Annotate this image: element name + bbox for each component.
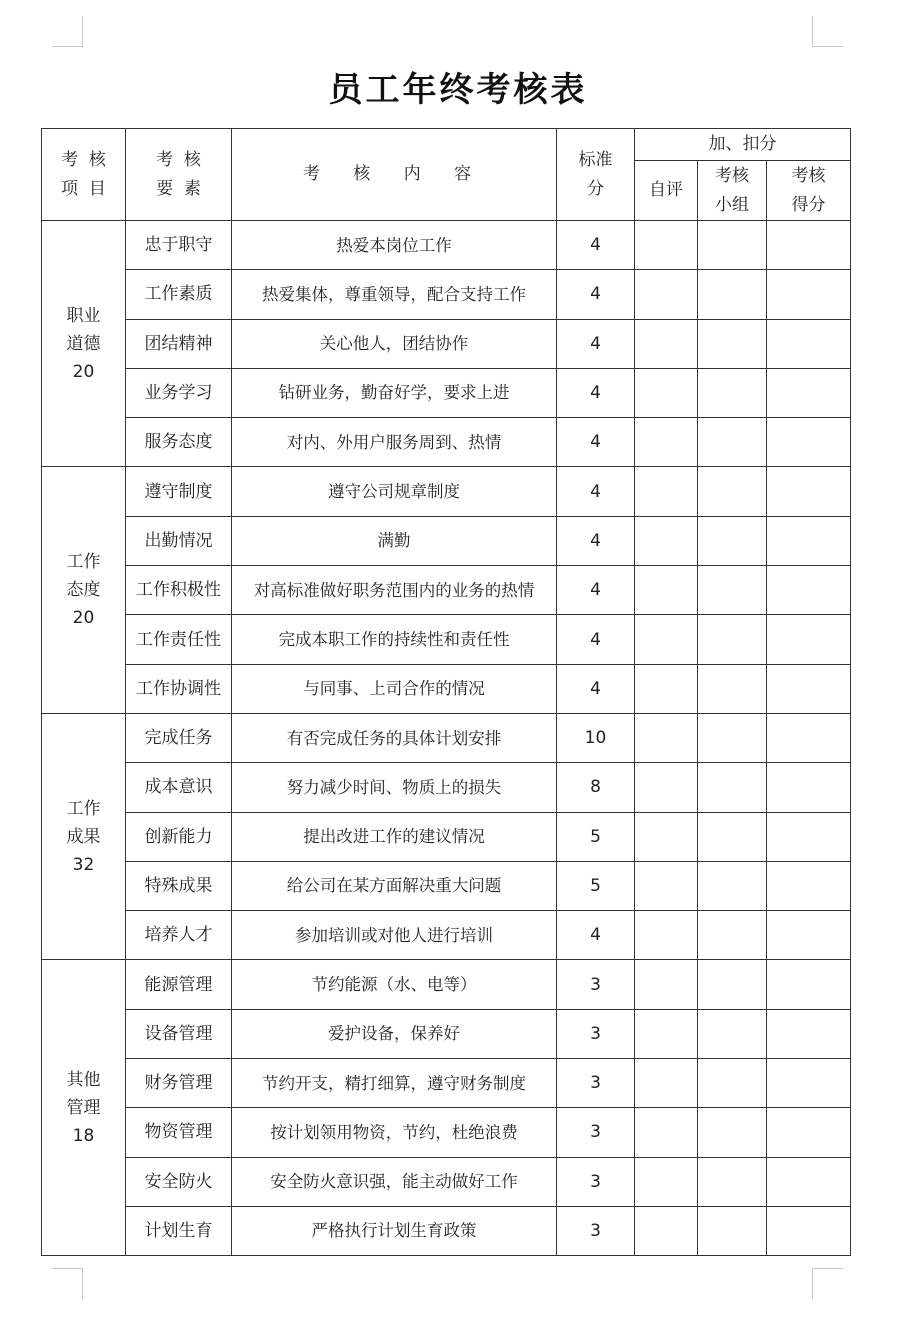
final-score-cell[interactable] [767, 615, 851, 664]
group-eval-cell[interactable] [698, 1157, 767, 1206]
final-score-cell[interactable] [767, 763, 851, 812]
standard-score-cell: 3 [557, 1206, 635, 1255]
content-cell: 努力减少时间、物质上的损失 [232, 763, 557, 812]
factor-cell: 安全防火 [126, 1157, 232, 1206]
standard-score-cell: 3 [557, 1108, 635, 1157]
header-group-line2: 小组 [715, 194, 749, 215]
self-eval-cell[interactable] [635, 713, 698, 762]
final-score-cell[interactable] [767, 319, 851, 368]
factor-cell: 设备管理 [126, 1009, 232, 1058]
group-eval-cell[interactable] [698, 319, 767, 368]
final-score-cell[interactable] [767, 221, 851, 270]
group-eval-cell[interactable] [698, 516, 767, 565]
header-group-line1: 考核 [715, 166, 749, 187]
table-row [42, 221, 851, 270]
table-row [42, 1157, 851, 1206]
header-content: 考 核 内 容 [232, 129, 557, 221]
standard-score-cell: 5 [557, 812, 635, 861]
standard-score-cell: 4 [557, 221, 635, 270]
standard-score-cell: 4 [557, 664, 635, 713]
table-row [42, 418, 851, 467]
table-row [42, 861, 851, 910]
group-eval-cell[interactable] [698, 566, 767, 615]
table-row [42, 368, 851, 417]
table-row [42, 270, 851, 319]
self-eval-cell[interactable] [635, 615, 698, 664]
factor-cell: 完成任务 [126, 713, 232, 762]
content-cell: 参加培训或对他人进行培训 [232, 911, 557, 960]
content-cell: 节约开支，精打细算，遵守财务制度 [232, 1059, 557, 1108]
content-cell: 完成本职工作的持续性和责任性 [232, 615, 557, 664]
header-std-line2: 分 [587, 178, 604, 199]
self-eval-cell[interactable] [635, 960, 698, 1009]
content-cell: 遵守公司规章制度 [232, 467, 557, 516]
standard-score-cell: 3 [557, 960, 635, 1009]
category-name-line2: 态度 [66, 580, 101, 601]
self-eval-cell[interactable] [635, 1157, 698, 1206]
self-eval-cell[interactable] [635, 270, 698, 319]
final-score-cell[interactable] [767, 467, 851, 516]
header-score-cell [767, 161, 851, 221]
category-cell [42, 467, 126, 713]
category-points: 32 [72, 854, 95, 875]
content-cell: 热爱本岗位工作 [232, 221, 557, 270]
category-points: 20 [72, 608, 95, 629]
self-eval-cell[interactable] [635, 664, 698, 713]
content-cell: 节约能源（水、电等） [232, 960, 557, 1009]
factor-cell: 物资管理 [126, 1108, 232, 1157]
self-eval-cell[interactable] [635, 911, 698, 960]
content-cell: 满勤 [232, 516, 557, 565]
final-score-cell[interactable] [767, 418, 851, 467]
self-eval-cell[interactable] [635, 516, 698, 565]
final-score-cell[interactable] [767, 1108, 851, 1157]
self-eval-cell[interactable] [635, 319, 698, 368]
content-cell: 提出改进工作的建议情况 [232, 812, 557, 861]
group-eval-cell[interactable] [698, 763, 767, 812]
content-cell: 爱护设备，保养好 [232, 1009, 557, 1058]
final-score-cell[interactable] [767, 812, 851, 861]
header-self: 自评 [635, 161, 698, 221]
group-eval-cell[interactable] [698, 221, 767, 270]
category-points: 18 [72, 1125, 95, 1146]
category-name-line2: 道德 [66, 333, 101, 354]
table-row [42, 812, 851, 861]
header-item-cell [42, 129, 126, 221]
final-score-cell[interactable] [767, 664, 851, 713]
content-cell: 给公司在某方面解决重大问题 [232, 861, 557, 910]
group-eval-cell[interactable] [698, 368, 767, 417]
standard-score-cell: 4 [557, 418, 635, 467]
group-eval-cell[interactable] [698, 1108, 767, 1157]
final-score-cell[interactable] [767, 911, 851, 960]
factor-cell: 业务学习 [126, 368, 232, 417]
header-score-line1: 考核 [791, 166, 826, 187]
header-std-line1: 标准 [578, 150, 613, 171]
header-factor-line1: 考 核 [156, 150, 201, 171]
content-cell: 与同事、上司合作的情况 [232, 664, 557, 713]
self-eval-cell[interactable] [635, 566, 698, 615]
self-eval-cell[interactable] [635, 763, 698, 812]
final-score-cell[interactable] [767, 368, 851, 417]
standard-score-cell: 4 [557, 615, 635, 664]
table-row [42, 911, 851, 960]
final-score-cell[interactable] [767, 1157, 851, 1206]
table-row [42, 566, 851, 615]
factor-cell: 工作素质 [126, 270, 232, 319]
content-cell: 按计划领用物资，节约，杜绝浪费 [232, 1108, 557, 1157]
self-eval-cell[interactable] [635, 368, 698, 417]
page-title: 员工年终考核表 [328, 70, 588, 110]
category-name-line1: 工作 [66, 798, 101, 819]
table-row [42, 516, 851, 565]
final-score-cell[interactable] [767, 1009, 851, 1058]
standard-score-cell: 4 [557, 516, 635, 565]
header-item-line1: 考 核 [61, 150, 106, 171]
group-eval-cell[interactable] [698, 664, 767, 713]
standard-score-cell: 4 [557, 319, 635, 368]
factor-cell: 计划生育 [126, 1206, 232, 1255]
header-row [42, 129, 851, 161]
final-score-cell[interactable] [767, 1059, 851, 1108]
group-eval-cell[interactable] [698, 812, 767, 861]
final-score-cell[interactable] [767, 566, 851, 615]
standard-score-cell: 4 [557, 467, 635, 516]
content-cell: 关心他人，团结协作 [232, 319, 557, 368]
header-std-cell [557, 129, 635, 221]
content-cell: 对内、外用户服务周到、热情 [232, 418, 557, 467]
group-eval-cell[interactable] [698, 1059, 767, 1108]
header-factor-line2: 要 素 [156, 178, 201, 199]
standard-score-cell: 10 [557, 713, 635, 762]
table-row [42, 467, 851, 516]
category-name-line2: 管理 [66, 1097, 101, 1118]
standard-score-cell: 3 [557, 1059, 635, 1108]
standard-score-cell: 4 [557, 566, 635, 615]
category-name-line2: 成果 [66, 826, 101, 847]
content-cell: 钻研业务，勤奋好学，要求上进 [232, 368, 557, 417]
standard-score-cell: 3 [557, 1009, 635, 1058]
header-factor-cell [126, 129, 232, 221]
corner-mark-bottom-right [812, 1268, 843, 1299]
factor-cell: 出勤情况 [126, 516, 232, 565]
standard-score-cell: 4 [557, 368, 635, 417]
factor-cell: 工作协调性 [126, 664, 232, 713]
self-eval-cell[interactable] [635, 467, 698, 516]
evaluation-table [41, 128, 851, 1256]
table-row [42, 1059, 851, 1108]
group-eval-cell[interactable] [698, 615, 767, 664]
table-row [42, 1206, 851, 1255]
factor-cell: 工作责任性 [126, 615, 232, 664]
self-eval-cell[interactable] [635, 418, 698, 467]
standard-score-cell: 3 [557, 1157, 635, 1206]
category-name-line1: 职业 [66, 305, 101, 326]
group-eval-cell[interactable] [698, 1206, 767, 1255]
self-eval-cell[interactable] [635, 1059, 698, 1108]
self-eval-cell[interactable] [635, 221, 698, 270]
category-name-line1: 工作 [66, 552, 101, 573]
final-score-cell[interactable] [767, 1206, 851, 1255]
group-eval-cell[interactable] [698, 467, 767, 516]
factor-cell: 遵守制度 [126, 467, 232, 516]
group-eval-cell[interactable] [698, 713, 767, 762]
category-cell [42, 221, 126, 467]
factor-cell: 财务管理 [126, 1059, 232, 1108]
header-score-line2: 得分 [791, 194, 826, 215]
factor-cell: 成本意识 [126, 763, 232, 812]
category-points: 20 [72, 361, 95, 382]
self-eval-cell[interactable] [635, 1206, 698, 1255]
category-cell [42, 960, 126, 1256]
content-cell: 有否完成任务的具体计划安排 [232, 713, 557, 762]
table-row [42, 1108, 851, 1157]
standard-score-cell: 4 [557, 270, 635, 319]
final-score-cell[interactable] [767, 516, 851, 565]
final-score-cell[interactable] [767, 713, 851, 762]
self-eval-cell[interactable] [635, 1108, 698, 1157]
header-adjust: 加、扣分 [635, 129, 851, 161]
final-score-cell[interactable] [767, 861, 851, 910]
factor-cell: 能源管理 [126, 960, 232, 1009]
category-cell [42, 713, 126, 959]
table-row [42, 763, 851, 812]
factor-cell: 团结精神 [126, 319, 232, 368]
group-eval-cell[interactable] [698, 270, 767, 319]
content-cell: 热爱集体，尊重领导，配合支持工作 [232, 270, 557, 319]
table-row [42, 713, 851, 762]
content-cell: 严格执行计划生育政策 [232, 1206, 557, 1255]
self-eval-cell[interactable] [635, 861, 698, 910]
header-item-line2: 项 目 [61, 178, 106, 199]
factor-cell: 工作积极性 [126, 566, 232, 615]
factor-cell: 忠于职守 [126, 221, 232, 270]
self-eval-cell[interactable] [635, 1009, 698, 1058]
factor-cell: 培养人才 [126, 911, 232, 960]
category-name-line1: 其他 [66, 1069, 101, 1090]
standard-score-cell: 4 [557, 911, 635, 960]
group-eval-cell[interactable] [698, 911, 767, 960]
group-eval-cell[interactable] [698, 861, 767, 910]
factor-cell: 服务态度 [126, 418, 232, 467]
factor-cell: 创新能力 [126, 812, 232, 861]
table-row [42, 1009, 851, 1058]
corner-mark-top-left [52, 16, 83, 47]
group-eval-cell[interactable] [698, 418, 767, 467]
table-row [42, 615, 851, 664]
self-eval-cell[interactable] [635, 812, 698, 861]
standard-score-cell: 8 [557, 763, 635, 812]
table-row [42, 664, 851, 713]
standard-score-cell: 5 [557, 861, 635, 910]
content-cell: 安全防火意识强，能主动做好工作 [232, 1157, 557, 1206]
group-eval-cell[interactable] [698, 960, 767, 1009]
table-row [42, 319, 851, 368]
corner-mark-top-right [812, 16, 843, 47]
content-cell: 对高标准做好职务范围内的业务的热情 [232, 566, 557, 615]
final-score-cell[interactable] [767, 270, 851, 319]
group-eval-cell[interactable] [698, 1009, 767, 1058]
header-group-cell [698, 161, 767, 221]
table-row [42, 960, 851, 1009]
final-score-cell[interactable] [767, 960, 851, 1009]
factor-cell: 特殊成果 [126, 861, 232, 910]
corner-mark-bottom-left [52, 1268, 83, 1299]
